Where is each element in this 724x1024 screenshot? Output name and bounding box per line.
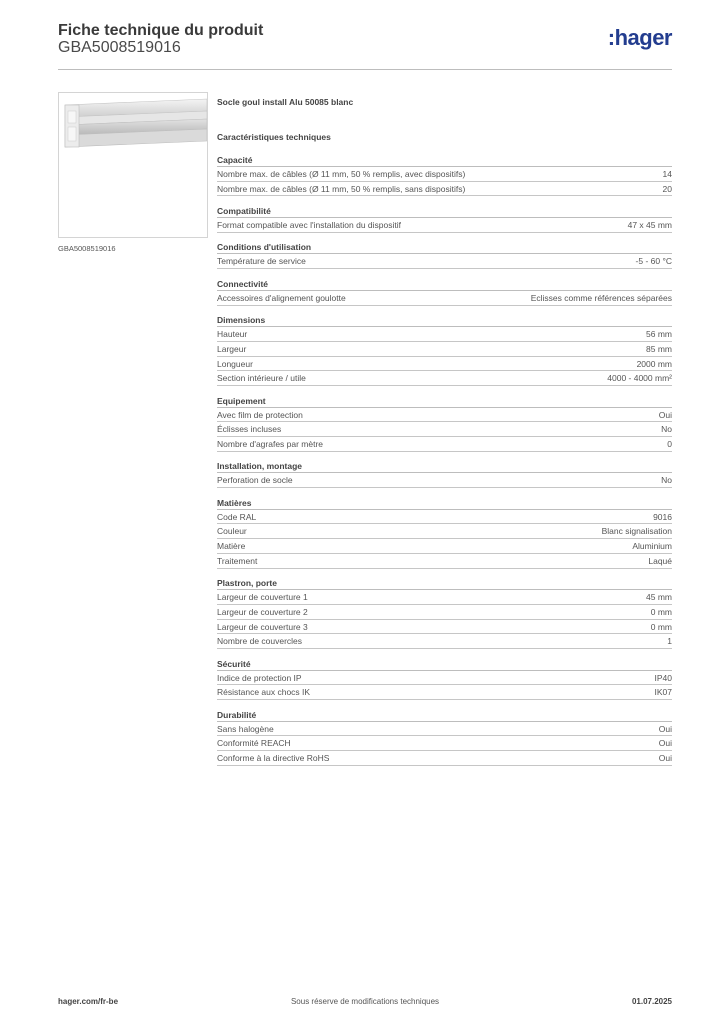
- footer-date: 01.07.2025: [631, 997, 672, 1006]
- spec-row: [217, 342, 672, 357]
- spec-label: Conformité REACH: [217, 738, 291, 749]
- spec-label: Conforme à la directive RoHS: [217, 753, 330, 764]
- spec-row: [217, 685, 672, 700]
- spec-group-title: Connectivité: [217, 278, 672, 291]
- spec-row: [217, 291, 672, 306]
- spec-value: IP40: [654, 672, 672, 683]
- spec-group: [217, 497, 672, 569]
- spec-row: [217, 437, 672, 452]
- spec-group-title: Plastron, porte: [217, 577, 672, 590]
- spec-row: [217, 218, 672, 233]
- spec-value: 47 x 45 mm: [627, 220, 672, 231]
- spec-value: Blanc signalisation: [601, 526, 672, 537]
- document-title: Fiche technique du produit: [58, 22, 264, 39]
- spec-value: 9016: [653, 511, 672, 522]
- spec-group: [217, 577, 672, 649]
- spec-row: [217, 554, 672, 569]
- spec-label: Traitement: [217, 555, 258, 566]
- spec-value: Laqué: [648, 555, 672, 566]
- spec-value: No: [661, 475, 672, 486]
- spec-label: Accessoires d'alignement goulotte: [217, 292, 346, 303]
- spec-value: 14: [662, 169, 672, 179]
- spec-group-title: Matières: [217, 497, 672, 510]
- spec-row: [217, 182, 672, 197]
- spec-label: Nombre max. de câbles (Ø 11 mm, 50 % remplis, sans dispositifs): [217, 183, 466, 194]
- product-name: Socle goul install Alu 50085 blanc: [217, 97, 354, 107]
- spec-group: [217, 460, 672, 488]
- spec-row: [217, 357, 672, 372]
- spec-group: [217, 314, 672, 386]
- spec-row: [217, 722, 672, 737]
- spec-value: Oui: [658, 738, 672, 749]
- spec-value: Oui: [658, 753, 672, 764]
- spec-row: [217, 422, 672, 437]
- spec-label: Avec film de protection: [217, 409, 303, 420]
- spec-group: [217, 205, 672, 233]
- tech-heading: Caractéristiques techniques: [217, 132, 331, 142]
- spec-groups: [217, 154, 672, 766]
- spec-group: [217, 395, 672, 452]
- spec-label: Éclisses incluses: [217, 424, 282, 435]
- spec-row: [217, 605, 672, 620]
- spec-row: [217, 671, 672, 686]
- spec-group-title: Conditions d'utilisation: [217, 241, 672, 254]
- spec-label: Matière: [217, 541, 246, 552]
- spec-group: [217, 658, 672, 700]
- spec-value: IK07: [654, 687, 672, 698]
- spec-row: [217, 408, 672, 423]
- spec-label: Code RAL: [217, 511, 257, 522]
- product-image: [58, 92, 208, 238]
- spec-row: [217, 510, 672, 525]
- spec-group-title: Durabilité: [217, 709, 672, 722]
- spec-value: Oui: [658, 409, 672, 420]
- spec-value: 45 mm: [646, 592, 672, 603]
- spec-row: [217, 167, 672, 182]
- hager-logo: :hager: [607, 25, 672, 50]
- spec-row: [217, 751, 672, 766]
- spec-label: Nombre max. de câbles (Ø 11 mm, 50 % remplis, avec dispositifs): [217, 169, 466, 179]
- spec-value: -5 - 60 °C: [635, 256, 672, 267]
- cable-trunking-illustration: [59, 93, 207, 237]
- spec-group: [217, 241, 672, 269]
- spec-row: [217, 327, 672, 342]
- spec-label: Longueur: [217, 358, 253, 369]
- spec-group: [217, 278, 672, 306]
- spec-value: Aluminium: [632, 541, 672, 552]
- spec-label: Perforation de socle: [217, 475, 293, 486]
- spec-label: Largeur de couverture 1: [217, 592, 308, 603]
- footer-website: hager.com/fr-be: [58, 997, 119, 1006]
- page-footer: [58, 997, 672, 1011]
- spec-value: 0 mm: [650, 621, 672, 632]
- spec-value: Eclisses comme références séparées: [530, 292, 672, 303]
- spec-row: [217, 473, 672, 488]
- spec-group-title: Compatibilité: [217, 205, 672, 218]
- spec-label: Nombre d'agrafes par mètre: [217, 439, 324, 449]
- specifications: [217, 96, 672, 774]
- spec-label: Nombre de couvercles: [217, 636, 303, 647]
- spec-row: [217, 371, 672, 386]
- spec-label: Largeur: [217, 343, 247, 354]
- spec-value: No: [661, 424, 672, 435]
- spec-group-title: Dimensions: [217, 314, 672, 327]
- product-reference: GBA5008519016: [58, 39, 181, 56]
- image-caption: GBA5008519016: [58, 244, 116, 253]
- spec-row: [217, 634, 672, 649]
- spec-value: 2000 mm: [636, 358, 672, 369]
- spec-row: [217, 539, 672, 554]
- spec-group-title: Capacité: [217, 154, 672, 167]
- spec-group-title: Installation, montage: [217, 460, 672, 473]
- page-header: [58, 22, 672, 70]
- spec-value: Oui: [658, 723, 672, 734]
- spec-row: [217, 524, 672, 539]
- spec-value: 20: [662, 183, 672, 194]
- spec-label: Format compatible avec l'installation du dispositif: [217, 220, 401, 231]
- spec-label: Indice de protection IP: [217, 672, 302, 683]
- spec-value: 0 mm: [650, 606, 672, 617]
- spec-value: 1: [667, 636, 672, 647]
- spec-label: Section intérieure / utile: [217, 373, 306, 384]
- spec-value: 4000 - 4000 mm²: [607, 373, 672, 384]
- spec-label: Température de service: [217, 256, 306, 267]
- spec-group: [217, 709, 672, 766]
- spec-label: Sans halogène: [217, 723, 274, 734]
- spec-row: [217, 254, 672, 269]
- footer-disclaimer: Sous réserve de modifications techniques: [290, 997, 440, 1006]
- spec-label: Couleur: [217, 526, 247, 537]
- spec-group-title: Sécurité: [217, 658, 672, 671]
- spec-label: Largeur de couverture 2: [217, 606, 308, 617]
- spec-label: Résistance aux chocs IK: [217, 687, 311, 698]
- spec-value: 85 mm: [646, 343, 672, 354]
- spec-value: 0: [667, 439, 672, 449]
- spec-label: Largeur de couverture 3: [217, 621, 308, 632]
- spec-value: 56 mm: [646, 329, 672, 340]
- spec-row: [217, 590, 672, 605]
- spec-row: [217, 736, 672, 751]
- spec-group-title: Equipement: [217, 395, 672, 408]
- spec-group: [217, 154, 672, 196]
- spec-row: [217, 620, 672, 635]
- spec-label: Hauteur: [217, 329, 248, 340]
